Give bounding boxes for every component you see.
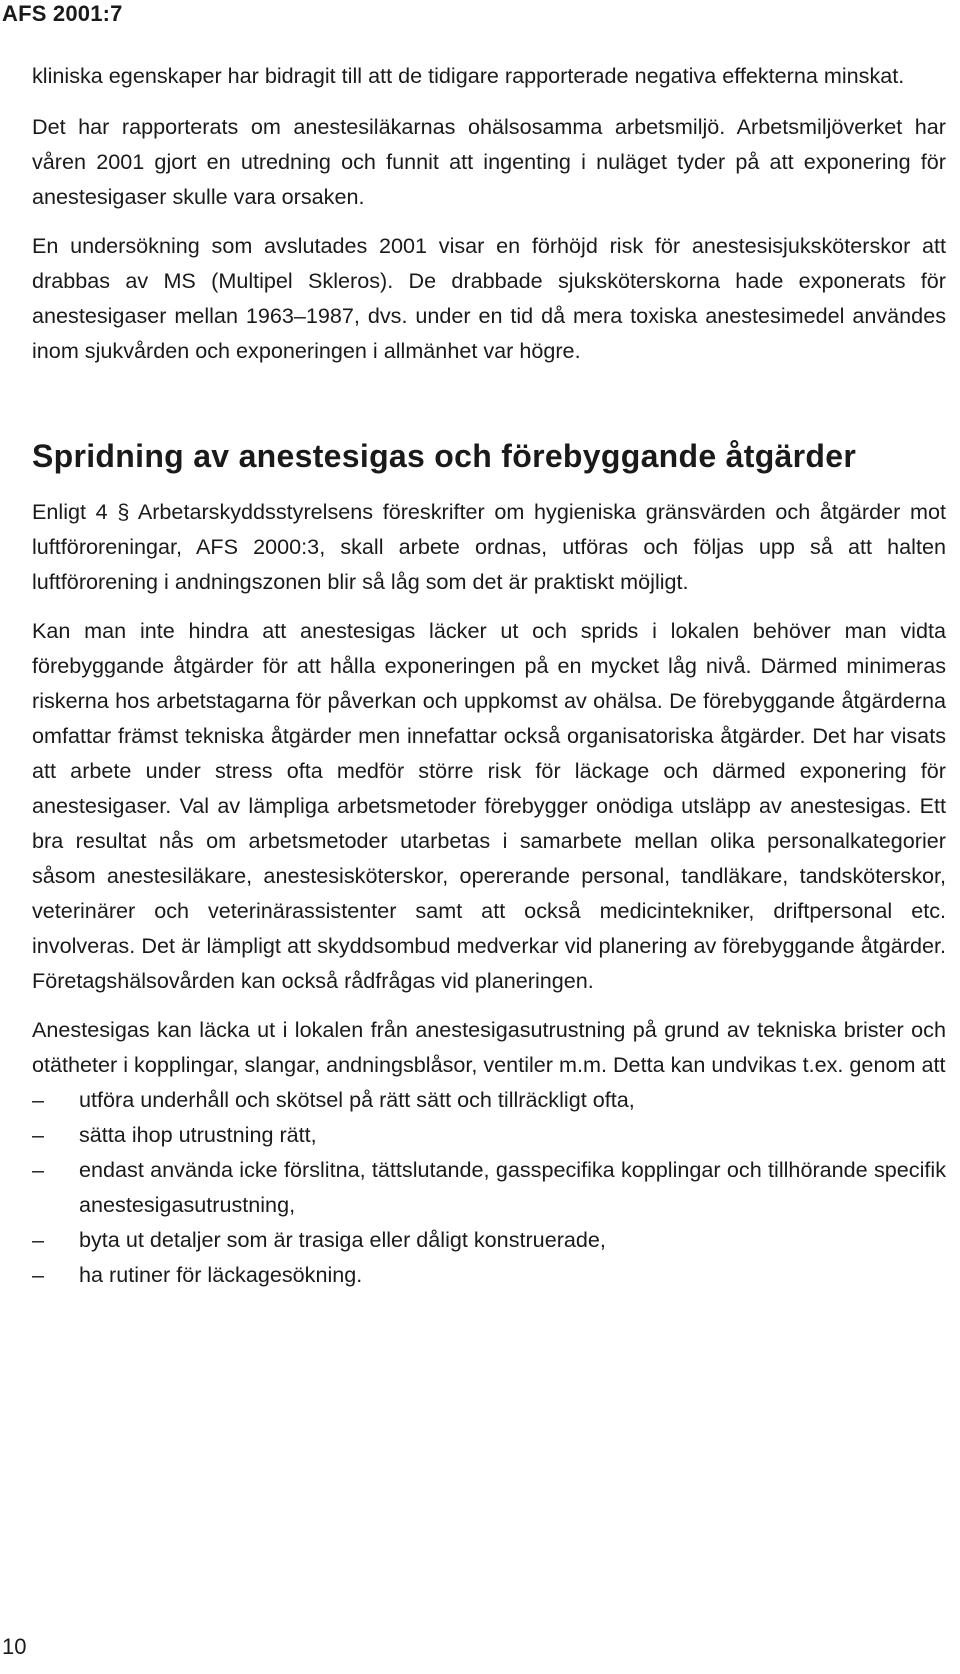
paragraph-section-1: Enligt 4 § Arbetarskyddsstyrelsens föreskrifter om hygieniska gränsvärden och åtgärder mot luftföroreningar, AFS 2000:3, skall arbete ordnas, utföras och följas upp så att halten luftförorening i andningszonen blir så låg som det är praktiskt möjligt. <box>32 499 946 594</box>
dash-marker: – <box>32 1087 45 1112</box>
dash-marker: – <box>32 1227 45 1252</box>
list-item-text: byta ut detaljer som är trasiga eller dåligt konstruerade, <box>79 1227 606 1252</box>
dash-marker: – <box>32 1122 45 1147</box>
list-item <box>32 1082 946 1117</box>
page-body <box>32 58 946 1292</box>
section-heading: Spridning av anestesigas och förebyggande åtgärder <box>32 438 857 474</box>
page-number: 10 <box>2 1634 27 1659</box>
dash-marker: – <box>32 1262 45 1287</box>
list-item <box>32 1117 946 1152</box>
paragraph-section-3: Anestesigas kan läcka ut i lokalen från anestesigasutrustning på grund av tekniska brister och otätheter i kopplingar, slangar, andningsblåsor, ventiler m.m. Detta kan undvikas t.ex. genom att <box>32 1017 946 1077</box>
list-item-text: endast använda icke förslitna, tättslutande, gasspecifika kopplingar och tillhörande specifik anestesigasutrustning, <box>79 1157 946 1217</box>
paragraph-intro-3: En undersökning som avslutades 2001 visar en förhöjd risk för anestesisjuksköterskor att drabbas av MS (Multipel Skleros). De drabbade sjuksköterskorna hade exponerats för anestesigaser mellan 1963–1987, dvs. under en tid då mera toxiska anestesimedel användes inom sjukvården och exponeringen i allmänhet var högre. <box>32 233 946 363</box>
list-item <box>32 1257 946 1292</box>
paragraph-intro-2: Det har rapporterats om anestesiläkarnas ohälsosamma arbetsmiljö. Arbetsmiljöverket har våren 2001 gjort en utredning och funnit att ingenting i nuläget tyder på att exponering för anestesigaser skulle vara orsaken. <box>32 114 946 209</box>
list-item-text: sätta ihop utrustning rätt, <box>79 1122 317 1147</box>
measures-list <box>32 1082 946 1292</box>
paragraph-section-2: Kan man inte hindra att anestesigas läcker ut och sprids i lokalen behöver man vidta förebyggande åtgärder för att hålla exponeringen på en mycket låg nivå. Därmed minimeras riskerna hos arbetstagarna för påverkan och uppkomst av ohälsa. De förebyggande åtgärderna omfattar främst tekniska åtgärder men innefattar också organisatoriska åtgärder. Det har visats att arbete under stress ofta medför större risk för läckage och därmed exponering för anestesigaser. Val av lämpliga arbetsmetoder förebygger onödiga utsläpp av anestesigas. Ett bra resultat nås om arbetsmetoder utarbetas i samarbete mellan olika personalkategorier såsom anestesiläkare, anestesisköterskor, opererande personal, tandläkare, tandsköterskor, veterinärer och veterinärassistenter samt att också medicintekniker, driftpersonal etc. involveras. Det är lämpligt att skyddsombud medverkar vid planering av förebyggande åtgärder. Företagshälsovården kan också rådfrågas vid planeringen. <box>32 618 946 993</box>
document-id-header: AFS 2001:7 <box>2 1 123 26</box>
list-item-text: ha rutiner för läckagesökning. <box>79 1262 363 1287</box>
list-item-text: utföra underhåll och skötsel på rätt sätt och tillräckligt ofta, <box>79 1087 635 1112</box>
list-item <box>32 1152 946 1222</box>
paragraph-intro-1: kliniska egenskaper har bidragit till att de tidigare rapporterade negativa effekterna minskat. <box>32 63 905 88</box>
list-item <box>32 1222 946 1257</box>
dash-marker: – <box>32 1157 45 1182</box>
